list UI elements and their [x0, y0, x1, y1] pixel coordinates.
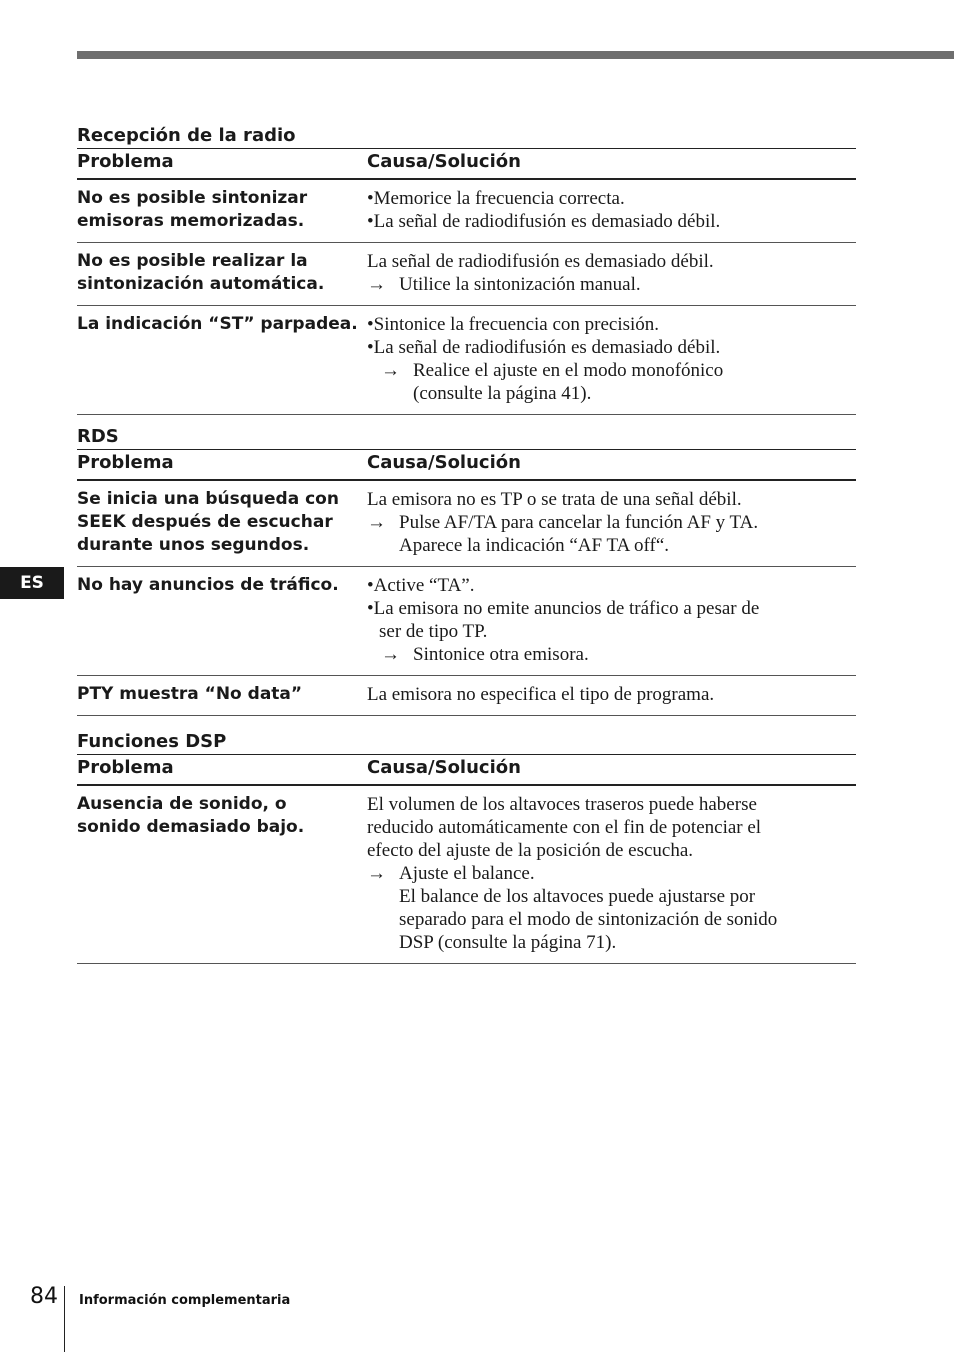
cause-line: reducido automáticamente con el fin de potenciar el	[367, 817, 762, 838]
problem-cell	[77, 785, 367, 964]
problem-cell	[77, 243, 367, 306]
arrow-instruction-text: Realice el ajuste en el modo monofónico	[413, 360, 724, 381]
continuation-line: (consulte la página 41).	[413, 383, 592, 404]
continuation-line: separado para el modo de sintonización de sonido	[399, 909, 778, 930]
problem-line: PTY muestra “No data”	[77, 684, 303, 704]
section-rds	[77, 426, 856, 716]
table-row	[77, 567, 856, 676]
problem-line: La indicación “ST” parpadea.	[77, 314, 358, 334]
table-row	[77, 676, 856, 716]
table-row	[77, 306, 856, 415]
language-tab: ES	[0, 567, 64, 599]
arrow-icon: →	[367, 512, 386, 533]
section-title: Recepción de la radio	[77, 125, 296, 146]
problem-line: Ausencia de sonido, o	[77, 794, 287, 814]
column-header-cause: Causa/Solución	[367, 755, 856, 786]
cause-cell	[367, 179, 856, 243]
troubleshooting-table	[77, 449, 856, 716]
table-row	[77, 480, 856, 567]
table-row	[77, 179, 856, 243]
problem-cell	[77, 480, 367, 567]
cause-cell	[367, 243, 856, 306]
continuation-line: DSP (consulte la página 71).	[399, 932, 617, 953]
arrow-instruction-text: Ajuste el balance.	[399, 863, 535, 884]
cause-line: La señal de radiodifusión es demasiado débil.	[367, 251, 714, 272]
arrow-instruction-line	[367, 273, 856, 296]
arrow-instruction-line	[381, 359, 856, 382]
arrow-icon: →	[367, 863, 386, 884]
table-row	[77, 785, 856, 964]
bullet-line: •La señal de radiodifusión es demasiado débil.	[367, 337, 721, 358]
section-title: RDS	[77, 426, 119, 447]
arrow-instruction-line	[367, 862, 856, 885]
table-header-row	[77, 755, 856, 786]
arrow-icon: →	[381, 360, 400, 381]
footer-section-label: Información complementaria	[79, 1293, 291, 1308]
column-header-problem: Problema	[77, 149, 367, 180]
cause-cell	[367, 785, 856, 964]
column-header-cause: Causa/Solución	[367, 450, 856, 481]
problem-line: No hay anuncios de tráfico.	[77, 575, 339, 595]
bullet-line: •Sintonice la frecuencia con precisión.	[367, 314, 660, 335]
troubleshooting-table	[77, 754, 856, 964]
footer-divider	[64, 1286, 65, 1352]
problem-line: sintonización automática.	[77, 274, 325, 294]
cause-line: La emisora no especifica el tipo de programa.	[367, 684, 715, 705]
top-rule	[77, 51, 954, 59]
table-header-row	[77, 450, 856, 481]
arrow-instruction-text: Utilice la sintonización manual.	[399, 274, 641, 295]
problem-line: durante unos segundos.	[77, 535, 310, 555]
problem-cell	[77, 567, 367, 676]
table-header-row	[77, 149, 856, 180]
column-header-problem: Problema	[77, 450, 367, 481]
cause-line: efecto del ajuste de la posición de escucha.	[367, 840, 694, 861]
bullet-line: •La emisora no emite anuncios de tráfico a pesar de	[367, 598, 760, 619]
cause-line: La emisora no es TP o se trata de una señal débil.	[367, 489, 742, 510]
problem-cell	[77, 306, 367, 415]
bullet-line: •Memorice la frecuencia correcta.	[367, 188, 625, 209]
continuation-line: El balance de los altavoces puede ajustarse por	[399, 886, 756, 907]
arrow-icon: →	[381, 644, 400, 665]
problem-line: Se inicia una búsqueda con	[77, 489, 339, 509]
problem-line: SEEK después de escuchar	[77, 512, 333, 532]
cause-cell	[367, 306, 856, 415]
cause-cell	[367, 567, 856, 676]
bullet-line: •La señal de radiodifusión es demasiado débil.	[367, 211, 721, 232]
problem-line: No es posible sintonizar	[77, 188, 308, 208]
problem-line: sonido demasiado bajo.	[77, 817, 305, 837]
arrow-icon: →	[367, 274, 386, 295]
column-header-cause: Causa/Solución	[367, 149, 856, 180]
section-radio-reception	[77, 125, 856, 415]
troubleshooting-table	[77, 148, 856, 415]
column-header-problem: Problema	[77, 755, 367, 786]
continuation-line: ser de tipo TP.	[379, 621, 488, 642]
page-number: 84	[30, 1284, 58, 1309]
cause-line: El volumen de los altavoces traseros puede haberse	[367, 794, 757, 815]
section-dsp-functions	[77, 731, 856, 964]
arrow-instruction-text: Sintonice otra emisora.	[413, 644, 589, 665]
arrow-instruction-line	[367, 511, 856, 534]
bullet-line: •Active “TA”.	[367, 575, 475, 596]
table-row	[77, 243, 856, 306]
arrow-instruction-line	[381, 643, 856, 666]
problem-cell	[77, 179, 367, 243]
cause-cell	[367, 480, 856, 567]
section-title: Funciones DSP	[77, 731, 227, 752]
problem-line: No es posible realizar la	[77, 251, 308, 271]
continuation-line: Aparece la indicación “AF TA off“.	[399, 535, 670, 556]
problem-line: emisoras memorizadas.	[77, 211, 305, 231]
problem-cell	[77, 676, 367, 716]
cause-cell	[367, 676, 856, 716]
arrow-instruction-text: Pulse AF/TA para cancelar la función AF y TA.	[399, 512, 759, 533]
